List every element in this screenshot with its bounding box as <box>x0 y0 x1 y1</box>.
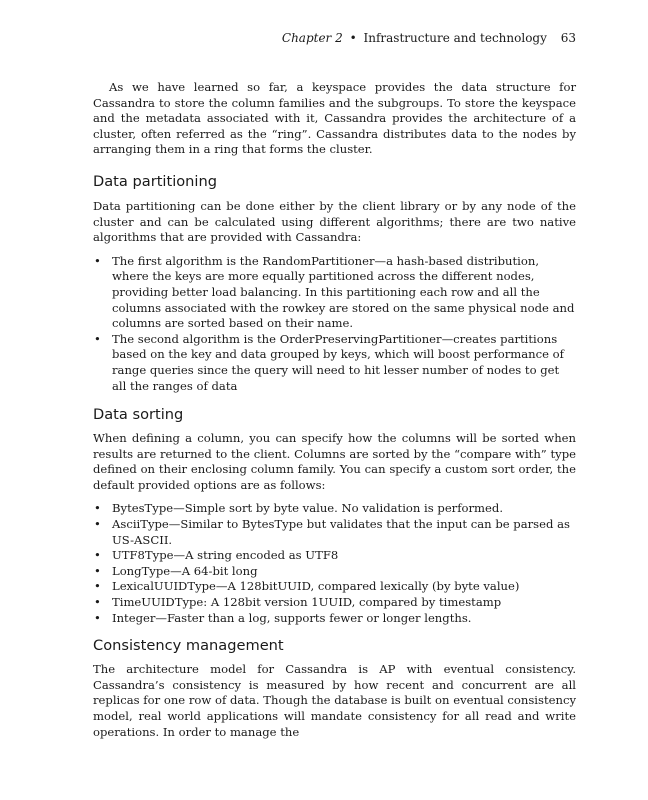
page-number: 63 <box>560 31 576 45</box>
list-item-text: AsciiType—Similar to BytesType but validates that the input can be parsed as US-ASCII. <box>112 517 570 547</box>
intro-paragraph: As we have learned so far, a keyspace provides the data structure for Cassandra to store the column families and the subgroups. To store the keyspace and the metadata associated with it, Cassandra provides the architecture of a cluster, often referred as the “ring”. Cassandra distributes data to the nodes by arranging them in a ring that forms the cluster. <box>93 80 576 157</box>
list-item <box>93 611 576 627</box>
header-separator: • <box>349 31 357 45</box>
list-item <box>93 548 576 564</box>
chapter-label: Chapter 2 <box>281 31 343 45</box>
list-item-text: LexicalUUIDType—A 128bitUUID, compared lexically (by byte value) <box>112 579 520 594</box>
list-item-text: UTF8Type—A string encoded as UTF8 <box>112 548 339 563</box>
list-item-text: The first algorithm is the RandomPartitioner—a hash-based distribution, where the keys are more equally partitioned across the different nodes, providing better load balancing. In this partitioning each row and all the columns associated with the rowkey are stored on the same physical node and columns are sorted based on their name. <box>112 253 575 331</box>
data-partitioning-paragraph: Data partitioning can be done either by the client library or by any node of the cluster and can be calculated using different algorithms; there are two native algorithms that are provided with Cassandra: <box>93 198 576 245</box>
list-item <box>93 579 576 595</box>
consistency-paragraph: The architecture model for Cassandra is AP with eventual consistency. Cassandra’s consistency is measured by how recent and concurrent are all replicas for one row of data. Though the database is built on eventual consistency model, real world applications will mandate consistency for all read and write operations. In order to manage the <box>93 662 576 739</box>
bullet-icon: • <box>94 253 101 268</box>
bullet-icon: • <box>94 579 101 594</box>
section-title: Infrastructure and technology <box>363 31 547 45</box>
bullet-icon: • <box>94 517 101 532</box>
heading-consistency-management: Consistency management <box>93 637 284 655</box>
data-sorting-paragraph: When defining a column, you can specify how the columns will be sorted when results are returned to the client. Columns are sorted by the “compare with” type defined on their enclosing column family. You can specify a custom sort order, the default provided options are as follows: <box>93 431 576 492</box>
heading-data-partitioning: Data partitioning <box>93 172 217 190</box>
bullet-icon: • <box>94 501 101 516</box>
bullet-icon: • <box>94 331 101 346</box>
list-item-text: TimeUUIDType: A 128bit version 1UUID, compared by timestamp <box>112 595 502 610</box>
list-item-text: BytesType—Simple sort by byte value. No validation is performed. <box>112 501 504 516</box>
heading-data-sorting: Data sorting <box>93 406 184 424</box>
list-item-text: The second algorithm is the OrderPreservingPartitioner—creates partitions based on the key and data grouped by keys, which will boost performance of range queries since the query will need to hit lesser number of nodes to get all the ranges of data <box>112 331 564 393</box>
list-item-text: Integer—Faster than a log, supports fewer or longer lengths. <box>112 610 472 625</box>
bullet-icon: • <box>94 595 101 610</box>
bullet-icon: • <box>94 563 101 578</box>
list-item <box>93 254 576 332</box>
list-item-text: LongType—A 64-bit long <box>112 563 258 578</box>
list-item <box>93 595 576 611</box>
partitioning-bullet-list <box>93 254 576 394</box>
list-item <box>93 517 576 548</box>
running-header <box>282 31 576 45</box>
page-body <box>93 80 576 740</box>
list-item <box>93 564 576 580</box>
list-item <box>93 501 576 517</box>
sorting-bullet-list <box>93 501 576 626</box>
bullet-icon: • <box>94 548 101 563</box>
bullet-icon: • <box>94 610 101 625</box>
list-item <box>93 332 576 394</box>
